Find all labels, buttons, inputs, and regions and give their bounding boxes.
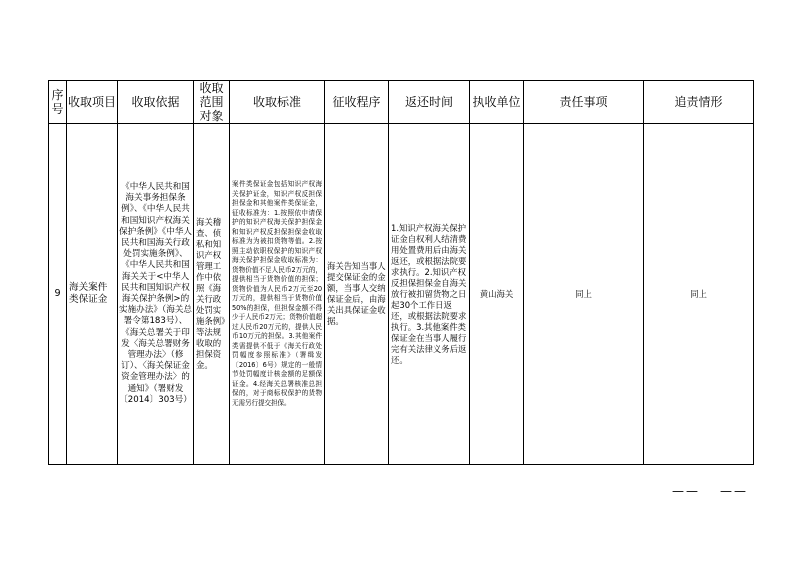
header-standard: 收取标准 bbox=[230, 81, 325, 124]
cell-procedure: 海关告知当事人提交保证金的金额，当事人交纳保证金后，由海关出具保证金收据。 bbox=[325, 124, 389, 465]
fee-table bbox=[48, 80, 754, 465]
header-accountability: 追责情形 bbox=[644, 81, 754, 124]
page-footer bbox=[672, 484, 768, 498]
header-scope: 收取范围对象 bbox=[194, 81, 230, 124]
header-item: 收取项目 bbox=[67, 81, 118, 124]
footer-dash-right: —— bbox=[720, 484, 748, 498]
cell-unit: 黄山海关 bbox=[470, 124, 524, 465]
cell-basis: 《中华人民共和国海关事务担保条例》、《中华人民共和国知识产权海关保护条例》《中华人民共和国海关行政处罚实施条例》、《中华人民共和国海关关于<中华人民共和国知识产权海关保护条例>的实施办法》（海关总署令第183号）、《海关总署关于印发〈海关总署财务管理办法〉（修订）、〈海关保证金资金管理办法〉的通知》（署财发〔2014〕303号） bbox=[118, 124, 194, 465]
cell-responsibility: 同上 bbox=[524, 124, 644, 465]
cell-return-time: 1.知识产权海关保护证金自权利人结清费用处置费用后由海关返还，或根据法院要求执行。2.知识产权反担保担保金自海关放行被扣留货物之日起30个工作日返还，或根据法院要求执行。3.其他案件类保证金在当事人履行完有关法律义务后返还。 bbox=[389, 124, 470, 465]
cell-item: 海关案件类保证金 bbox=[67, 124, 118, 465]
header-procedure: 征收程序 bbox=[325, 81, 389, 124]
cell-scope: 海关稽查、侦私和知识产权管理工作中依照《海关行政处罚实施条例》等法规收取的担保资金。 bbox=[194, 124, 230, 465]
header-unit: 执收单位 bbox=[470, 81, 524, 124]
header-basis: 收取依据 bbox=[118, 81, 194, 124]
header-row bbox=[49, 81, 754, 124]
header-no: 序号 bbox=[49, 81, 67, 124]
footer-dash-left: —— bbox=[672, 484, 700, 498]
header-responsibility: 责任事项 bbox=[524, 81, 644, 124]
cell-standard: 案件类保证金包括知识产权海关保护证金，知识产权反担保担保金和其他案件类保证金，征收标准为：1.按照依申请保护的知识产权海关保护担保金和知识产权反担保担保金收取标准为为被扣货物等值。2.按照主动依职权保护的知识产权海关保护担保金收取标准为：货物价值不足人民币2万元的，提供相当于货物价值的担保；货物价值为人民币2万元至20万元的，提供相当于货物价值50%的担保，但担保金额不得少于人民币2万元；货物价值超过人民币20万元的，提供人民币10万元的担保。3.其他案件类需提供不低于《海关行政处罚幅度参照标准》（署缉发〔2016〕6号）规定的一般情节处罚幅度计核金额的足额保证金。4.经海关总署核准总担保的，对于商标权保护的货物无需另行提交担保。 bbox=[230, 124, 325, 465]
table-row bbox=[49, 124, 754, 465]
header-return-time: 返还时间 bbox=[389, 81, 470, 124]
cell-no: 9 bbox=[49, 124, 67, 465]
cell-accountability: 同上 bbox=[644, 124, 754, 465]
